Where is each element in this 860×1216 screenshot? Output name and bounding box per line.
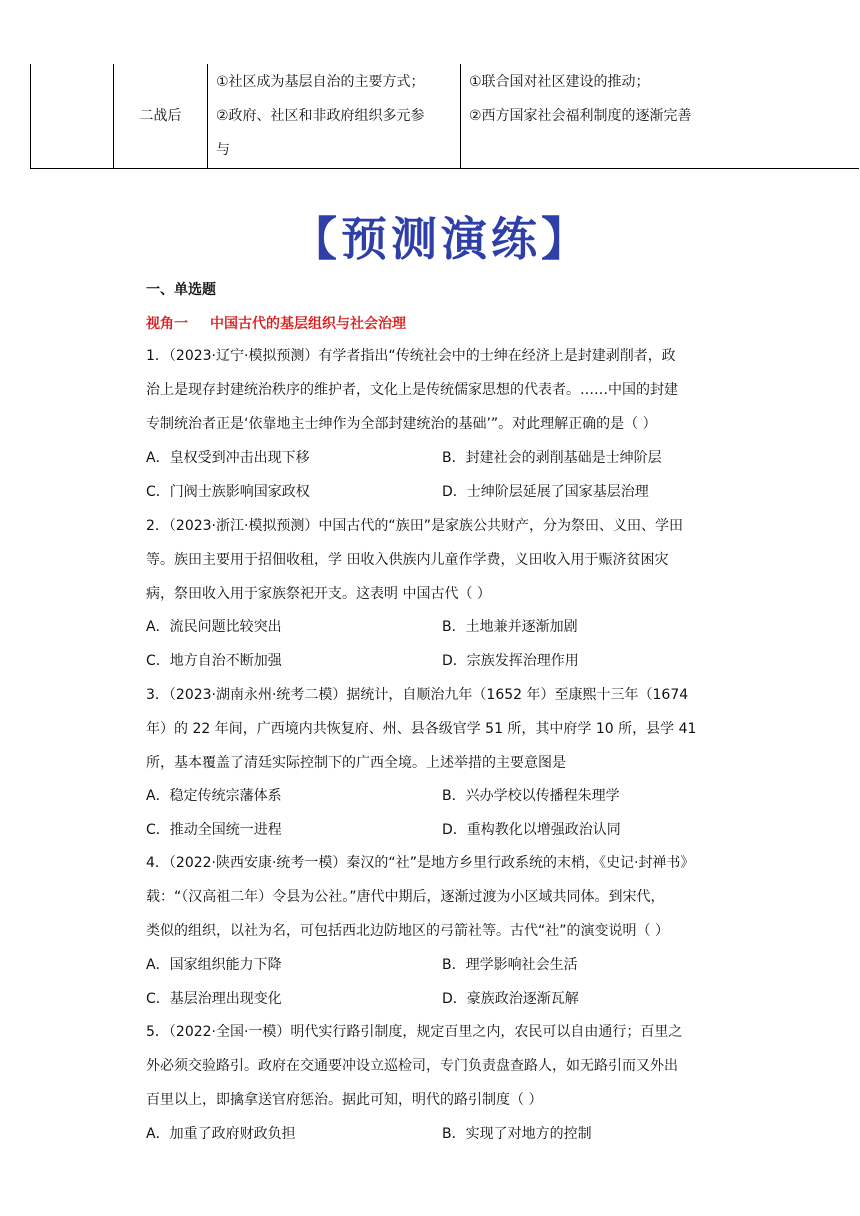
section-title: 一、单选题 — [146, 282, 216, 298]
table-cell-reasons — [461, 64, 860, 169]
option-c[interactable]: C．地方自治不断加强 — [146, 653, 282, 669]
option-b[interactable]: B．封建社会的剥削基础是士绅阶层 — [442, 450, 662, 466]
option-d[interactable]: D．豪族政治逐渐瓦解 — [442, 991, 579, 1007]
question-line: 类似的组织，以社为名，可包括西北边防地区的弓箭社等。古代“社”的演变说明（ ） — [146, 923, 669, 939]
option-a[interactable]: A．国家组织能力下降 — [146, 957, 282, 973]
option-a[interactable]: A．稳定传统宗藩体系 — [146, 788, 282, 804]
question-line: 外必须交验路引。政府在交通要冲设立巡检司，专门负责盘查路人，如无路引而又外出 — [146, 1058, 678, 1074]
option-c[interactable]: C．基层治理出现变化 — [146, 991, 282, 1007]
question-line: 5．（2022·全国·一模）明代实行路引制度，规定百里之内，农民可以自由通行；百里之 — [146, 1024, 683, 1040]
options-2 — [146, 610, 716, 678]
question-line: 2．（2023·浙江·模拟预测）中国古代的“族田”是家族公共财产，分为祭田、义田、学田 — [146, 518, 683, 534]
angle-heading — [146, 313, 406, 333]
angle-title: 中国古代的基层组织与社会治理 — [210, 316, 406, 332]
question-5 — [146, 1015, 716, 1117]
reason-line: ②西方国家社会福利制度的逐渐完善 — [469, 108, 692, 124]
option-d[interactable]: D．士绅阶层延展了国家基层治理 — [442, 484, 649, 500]
feature-line: 与 — [216, 142, 230, 158]
question-line: 载：“（汉高祖二年）令县为公社。”唐代中期后，逐渐过渡为小区域共同体。到宋代， — [146, 889, 665, 905]
question-line: 治上是现存封建统治秩序的维护者，文化上是传统儒家思想的代表者。……中国的封建 — [146, 382, 678, 398]
question-line: 4．（2022·陕西安康·统考一模）秦汉的“社”是地方乡里行政系统的末梢，《史记·封禅书》 — [146, 855, 695, 871]
question-2 — [146, 509, 716, 611]
question-line: 专制统治者正是‘依靠地主士绅作为全部封建统治的基础’”。对此理解正确的是（ ） — [146, 416, 657, 432]
option-b[interactable]: B．兴办学校以传播程朱理学 — [442, 788, 620, 804]
option-b[interactable]: B．实现了对地方的控制 — [442, 1126, 592, 1142]
angle-label: 视角一 — [146, 316, 188, 332]
option-c[interactable]: C．门阀士族影响国家政权 — [146, 484, 310, 500]
question-line: 1．（2023·辽宁·模拟预测）有学者指出“传统社会中的士绅在经济上是封建剥削者，政 — [146, 348, 676, 364]
question-line: 年）的 22 年间，广西境内共恢复府、州、县各级官学 51 所，其中府学 10 所，县学 41 — [146, 721, 697, 737]
option-b[interactable]: B．土地兼并逐渐加剧 — [442, 619, 578, 635]
reason-line — [469, 133, 859, 167]
option-b[interactable]: B．理学影响社会生活 — [442, 957, 578, 973]
question-1 — [146, 339, 716, 441]
table-cell-period: 二战后 — [114, 64, 208, 169]
reason-line: ①联合国对社区建设的推动； — [469, 74, 650, 90]
options-3 — [146, 779, 716, 847]
question-line: 所，基本覆盖了清廷实际控制下的广西全境。上述举措的主要意图是 — [146, 755, 566, 771]
options-5 — [146, 1117, 716, 1151]
question-3 — [146, 678, 716, 780]
table-cell-empty — [31, 64, 114, 169]
option-d[interactable]: D．宗族发挥治理作用 — [442, 653, 579, 669]
question-line: 等。族田主要用于招佃收租，学 田收入供族内儿童作学费，义田收入用于赈济贫困灾 — [146, 552, 669, 568]
table-row — [31, 64, 860, 169]
banner-title: 【预测演练】 — [291, 212, 591, 266]
question-line: 病，祭田收入用于家族祭祀开支。这表明 中国古代（ ） — [146, 586, 491, 602]
summary-table — [30, 64, 859, 169]
feature-line: ①社区成为基层自治的主要方式； — [216, 74, 425, 90]
feature-line: ②政府、社区和非政府组织多元参 — [216, 108, 425, 124]
option-c[interactable]: C．推动全国统一进程 — [146, 822, 282, 838]
option-d[interactable]: D．重构教化以增强政治认同 — [442, 822, 621, 838]
option-a[interactable]: A．加重了政府财政负担 — [146, 1126, 296, 1142]
options-4 — [146, 948, 716, 1016]
question-line: 百里以上，即擒拿送官府惩治。据此可知，明代的路引制度（ ） — [146, 1092, 543, 1108]
option-a[interactable]: A．流民问题比较突出 — [146, 619, 282, 635]
options-1 — [146, 441, 716, 509]
question-line: 3．（2023·湖南永州·统考二模）据统计，自顺治九年（1652 年）至康熙十三年（1674 — [146, 687, 689, 703]
table-cell-features — [208, 64, 461, 169]
option-a[interactable]: A．皇权受到冲击出现下移 — [146, 450, 310, 466]
question-4 — [146, 846, 716, 948]
